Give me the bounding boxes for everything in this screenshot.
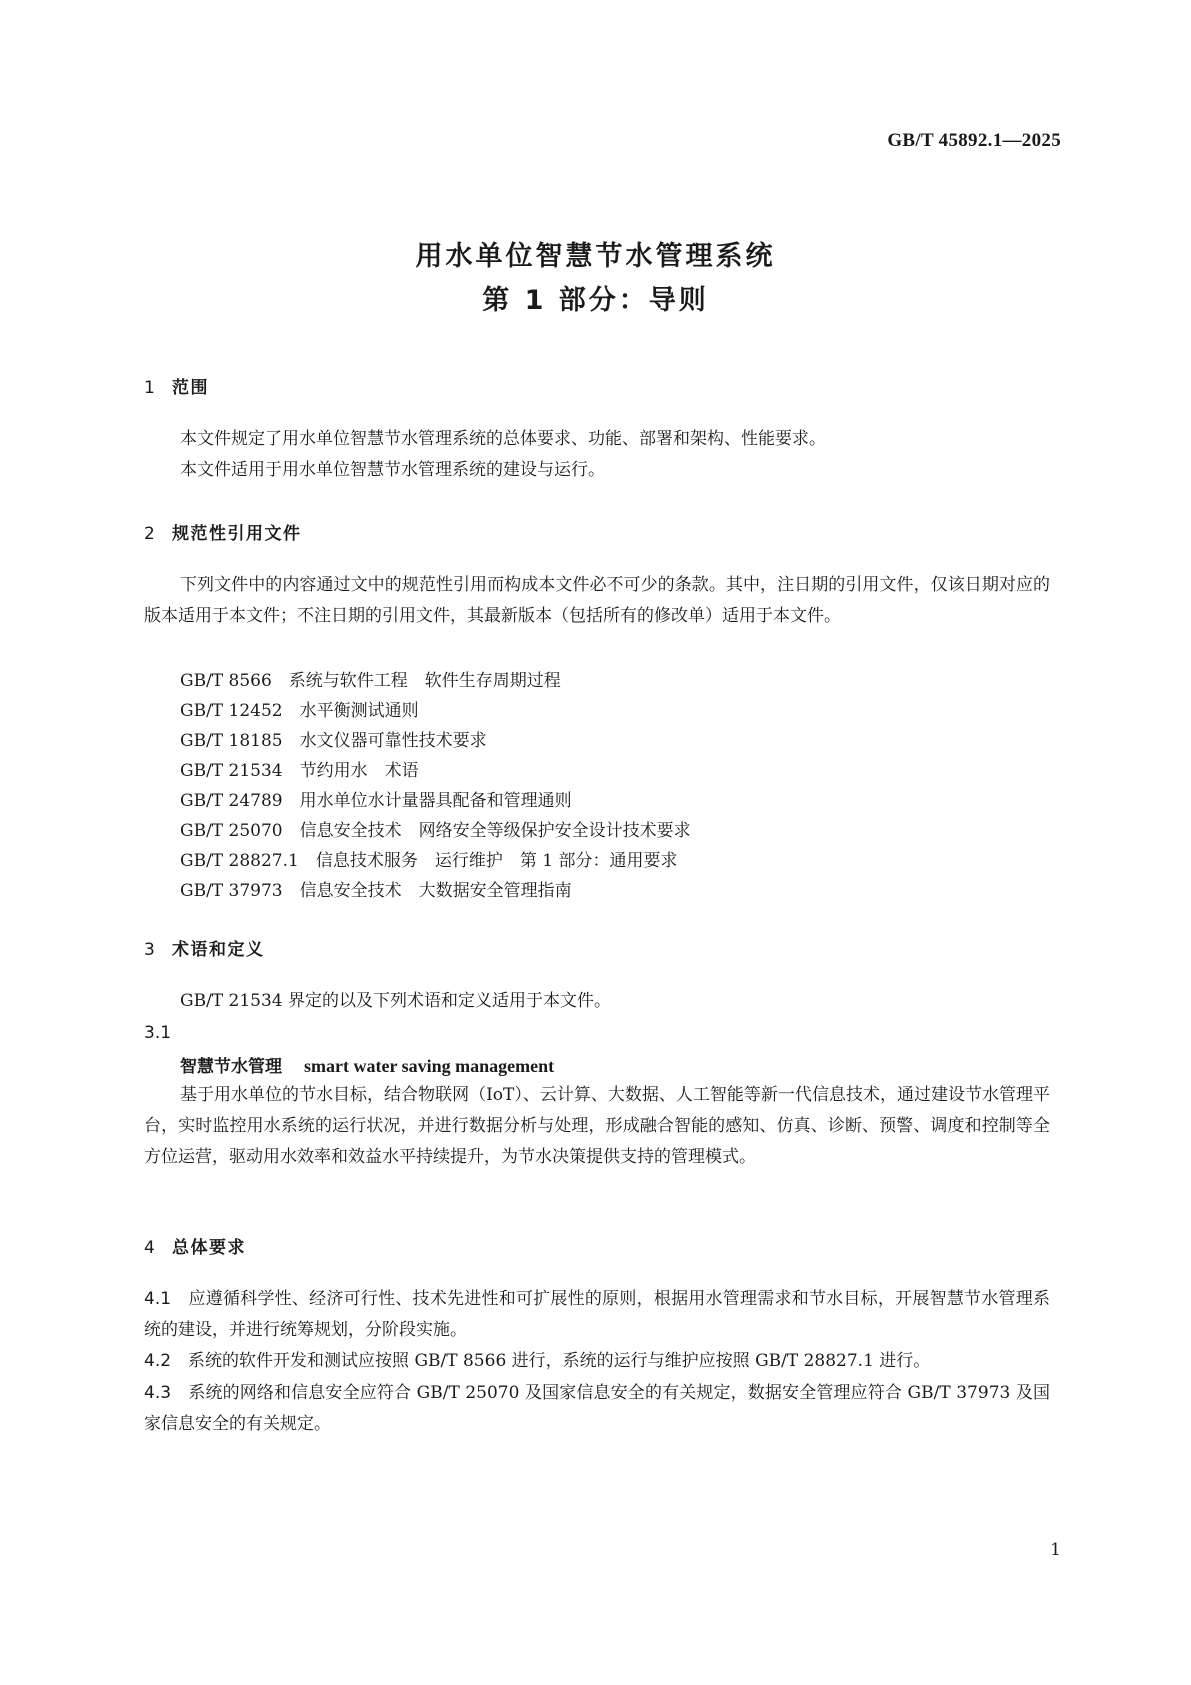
section-2-heading — [144, 519, 302, 544]
section-title: 总体要求 — [172, 1238, 246, 1258]
section-title: 术语和定义 — [172, 940, 265, 960]
clause-number: 4.1 — [144, 1289, 172, 1309]
section-title: 规范性引用文件 — [172, 524, 302, 544]
page-number: 1 — [1050, 1540, 1061, 1560]
section-3-heading — [144, 935, 265, 960]
term-chinese: 智慧节水管理 — [180, 1057, 282, 1077]
clause-number: 4.3 — [144, 1383, 172, 1403]
section-1-heading — [144, 373, 209, 398]
section-title: 范围 — [172, 378, 209, 398]
clause-4-2 — [144, 1346, 1050, 1377]
section-number: 3 — [144, 940, 157, 960]
section-number: 2 — [144, 524, 157, 544]
reference-item: GB/T 21534 节约用水 术语 — [180, 761, 419, 781]
reference-item: GB/T 12452 水平衡测试通则 — [180, 701, 419, 721]
reference-item: GB/T 8566 系统与软件工程 软件生存周期过程 — [180, 671, 561, 691]
clause-text: 系统的软件开发和测试应按照 GB/T 8566 进行，系统的运行与维护应按照 GB/T 28827.1 进行。 — [188, 1351, 931, 1371]
reference-item: GB/T 28827.1 信息技术服务 运行维护 第 1 部分：通用要求 — [180, 851, 678, 871]
clause-4-1 — [144, 1284, 1050, 1346]
clause-text: 应遵循科学性、经济可行性、技术先进性和可扩展性的原则，根据用水管理需求和节水目标，开展智慧节水管理系统的建设，并进行统筹规划，分阶段实施。 — [144, 1289, 1050, 1340]
paragraph: GB/T 21534 界定的以及下列术语和定义适用于本文件。 — [180, 991, 612, 1011]
term-entry — [180, 1052, 554, 1077]
document-subtitle: 第 1 部分：导则 — [482, 285, 709, 316]
term-number: 3.1 — [144, 1023, 172, 1043]
reference-item: GB/T 37973 信息安全技术 大数据安全管理指南 — [180, 881, 572, 901]
paragraph: 本文件规定了用水单位智慧节水管理系统的总体要求、功能、部署和架构、性能要求。 — [180, 429, 826, 449]
term-definition: 基于用水单位的节水目标，结合物联网（IoT）、云计算、大数据、人工智能等新一代信息技术，通过建设节水管理平台，实时监控用水系统的运行状况，并进行数据分析与处理，形成融合智能的感知、仿真、诊断、预警、调度和控制等全方位运营，驱动用水效率和效益水平持续提升，为节水决策提供支持的管理模式。 — [144, 1085, 1050, 1167]
clause-4-3 — [144, 1378, 1050, 1440]
document-title: 用水单位智慧节水管理系统 — [415, 241, 776, 272]
clause-number: 4.2 — [144, 1351, 172, 1371]
reference-item: GB/T 24789 用水单位水计量器具配备和管理通则 — [180, 791, 572, 811]
section-number: 1 — [144, 378, 157, 398]
paragraph: 本文件适用于用水单位智慧节水管理系统的建设与运行。 — [180, 460, 605, 480]
paragraph: 下列文件中的内容通过文中的规范性引用而构成本文件必不可少的条款。其中，注日期的引用文件，仅该日期对应的版本适用于本文件；不注日期的引用文件，其最新版本（包括所有的修改单）适用于本文件。 — [144, 575, 1050, 626]
reference-item: GB/T 25070 信息安全技术 网络安全等级保护安全设计技术要求 — [180, 821, 691, 841]
section-number: 4 — [144, 1238, 157, 1258]
section-4-heading — [144, 1233, 246, 1258]
term-english: smart water saving management — [304, 1056, 555, 1076]
reference-item: GB/T 18185 水文仪器可靠性技术要求 — [180, 731, 487, 751]
standard-code: GB/T 45892.1—2025 — [887, 130, 1061, 151]
clause-text: 系统的网络和信息安全应符合 GB/T 25070 及国家信息安全的有关规定，数据安全管理应符合 GB/T 37973 及国家信息安全的有关规定。 — [144, 1383, 1051, 1434]
